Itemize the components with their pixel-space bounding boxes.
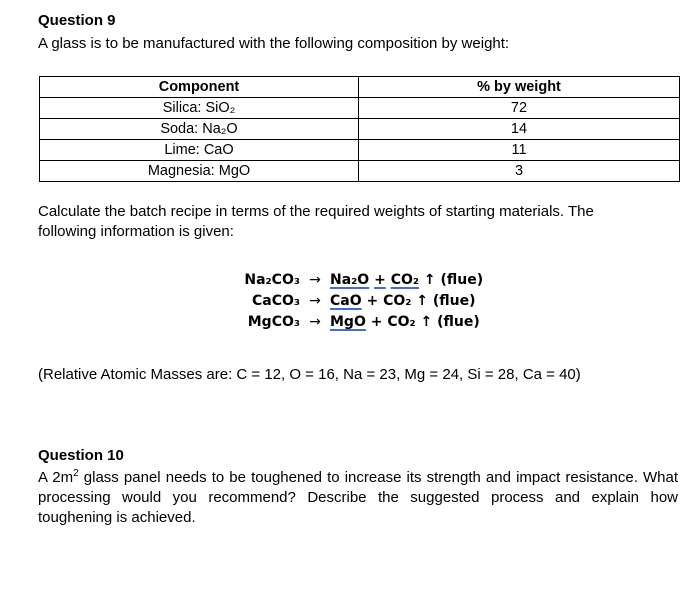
weight-cell: 3 [359,161,680,182]
gas-arrow-icon: ↑ [423,272,436,288]
table-row [40,140,680,161]
reaction-arrow: → [309,272,321,288]
reactant: MgCO₃ [247,314,300,330]
reactant: CaCO₃ [251,293,300,309]
component-cell: Lime: CaO [40,140,359,161]
gas-product: CO₂ [390,272,419,288]
flue-note: (flue) [440,272,484,288]
plus-sign: + [370,314,383,330]
oxide-product: CaO [330,293,362,309]
weight-cell: 14 [359,119,680,140]
component-cell: Magnesia: MgO [40,161,359,182]
question-10-text-start: A 2m [38,469,74,486]
question-9-title: Question 9 [38,12,116,29]
question-10-title: Question 10 [38,447,124,464]
question-9-intro: A glass is to be manufactured with the following composition by weight: [38,35,510,52]
atomic-masses-note: (Relative Atomic Masses are: C = 12, O = 16, Na = 23, Mg = 24, Si = 28, Ca = 40) [38,366,581,383]
oxide-product: MgO [330,314,366,330]
plus-sign: + [366,293,379,309]
reactant: Na₂CO₃ [244,272,300,288]
reaction-equation [230,291,483,312]
plus-sign: + [374,272,386,288]
gas-product: CO₂ [383,293,412,309]
question-10-text [38,468,678,528]
table-row [40,119,680,140]
question-10-text-rest: glass panel needs to be toughened to increase its strength and impact resistance. What processing would you recommend? Describe the suggested process and explain how toughening is achieved. [38,469,678,526]
component-cell: Soda: Na₂O [40,119,359,140]
table-row [40,98,680,119]
superscript-two: 2 [73,468,79,479]
composition-table [39,76,680,182]
gas-arrow-icon: ↑ [420,314,433,330]
flue-note: (flue) [437,314,480,330]
reaction-equation [230,312,483,333]
gas-product: CO₂ [387,314,416,330]
oxide-product: Na₂O [330,272,370,288]
column-header-component: Component [40,77,359,98]
gas-arrow-icon: ↑ [416,293,429,309]
weight-cell: 72 [359,98,680,119]
reaction-arrow: → [309,314,321,330]
column-header-weight: % by weight [359,77,680,98]
table-row [40,161,680,182]
reaction-equation [230,270,483,291]
weight-cell: 11 [359,140,680,161]
flue-note: (flue) [432,293,476,309]
component-cell: Silica: SiO₂ [40,98,359,119]
reaction-equations [230,270,483,333]
question-9-instructions: Calculate the batch recipe in terms of the required weights of starting materials. The following information is given: [38,203,594,240]
table-header-row [40,77,680,98]
reaction-arrow: → [309,293,321,309]
